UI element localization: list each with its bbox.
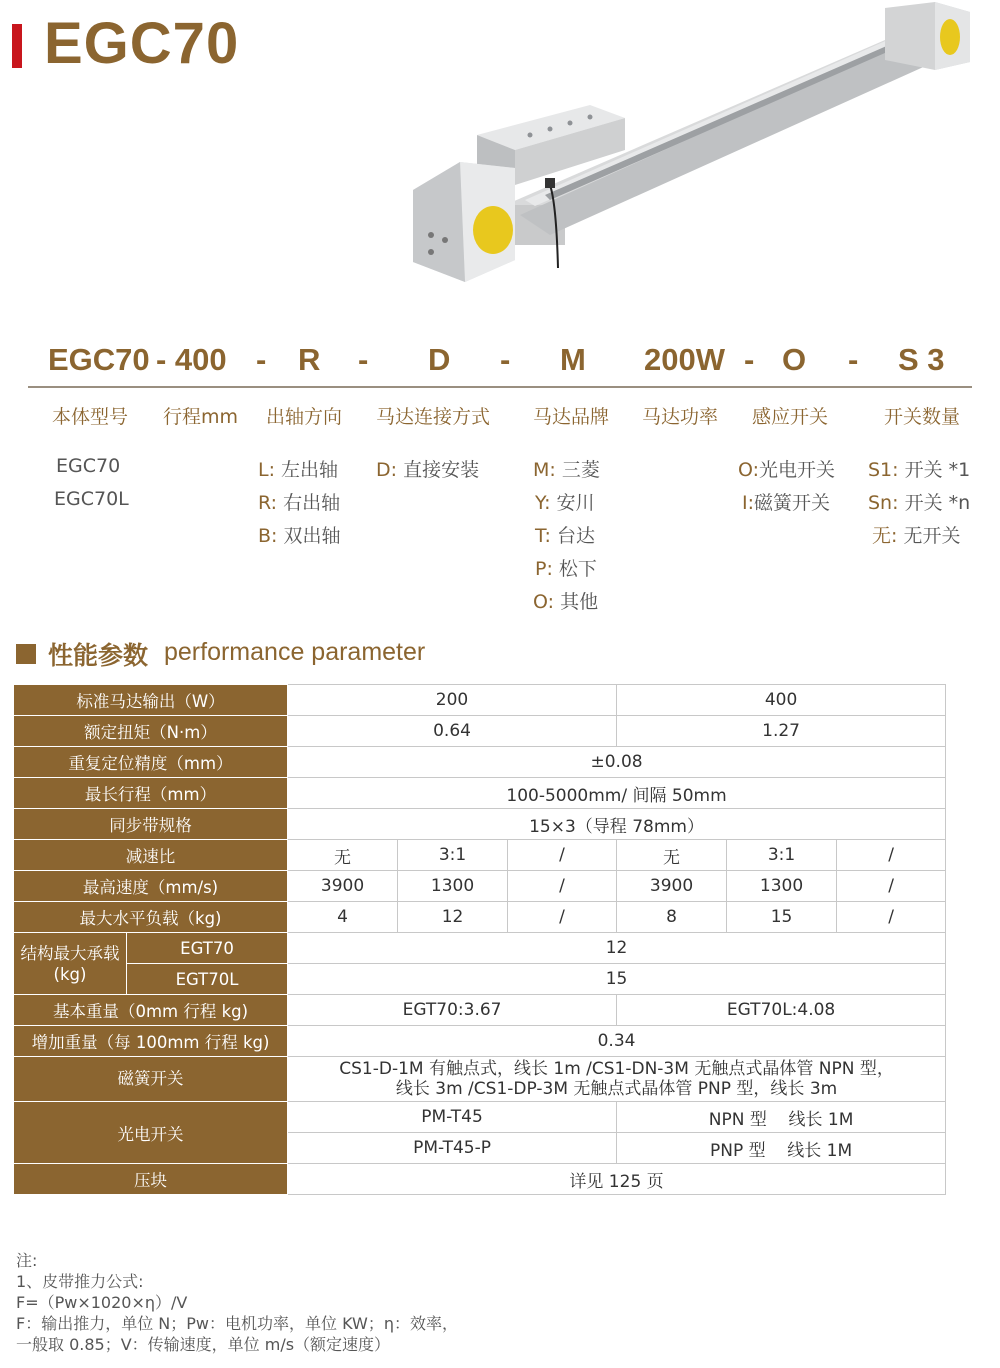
table-cell: 无: [288, 840, 398, 871]
notes: [16, 1250, 458, 1355]
table-row: [14, 716, 946, 747]
row-label: 标准马达输出（W）: [14, 685, 288, 716]
code-sep: -: [358, 342, 369, 377]
model-option: EGC70L: [54, 488, 129, 510]
struct-label-line: (kg): [53, 964, 87, 984]
table-cell: 12: [398, 902, 508, 933]
table-row: [14, 964, 946, 995]
table-cell: 0.64: [288, 716, 617, 747]
table-cell: /: [508, 902, 617, 933]
note-line: F=（Pw×1020×η）/V: [16, 1293, 188, 1312]
header-stroke: 行程mm: [163, 406, 239, 428]
table-cell: 400: [617, 685, 946, 716]
header-shaft: 出轴方向: [266, 406, 343, 428]
sensor-option: I:磁簧开关: [742, 492, 831, 514]
shaft-option: L: 左出轴: [258, 459, 339, 481]
row-label: 最高速度（mm/s): [14, 871, 288, 902]
table-cell: PNP 型 线长 1M: [617, 1133, 946, 1164]
table-row: [14, 809, 946, 840]
code-sep: -: [500, 342, 511, 377]
row-label: 增加重量（每 100mm 行程 kg): [14, 1026, 288, 1057]
row-label: 最长行程（mm）: [14, 778, 288, 809]
table-row: [14, 747, 946, 778]
table-cell: 100-5000mm/ 间隔 50mm: [288, 778, 946, 809]
count-option: S1: 开关 *1: [868, 459, 971, 481]
model-option: EGC70: [56, 455, 121, 477]
table-cell: /: [508, 871, 617, 902]
header-sensor: 感应开关: [752, 406, 829, 428]
code-divider: [28, 386, 972, 388]
note-line: 1、皮带推力公式:: [16, 1272, 144, 1291]
code-connection: D: [428, 342, 451, 377]
count-option: Sn: 开关 *n: [868, 492, 971, 514]
table-row: [14, 1057, 946, 1102]
count-option: 无: 无开关: [872, 525, 961, 547]
table-row: [14, 1026, 946, 1057]
table-cell: 1300: [727, 871, 837, 902]
struct-label-line: 结构最大承载: [20, 943, 120, 963]
table-cell: 3900: [617, 871, 727, 902]
table-cell: PM-T45: [288, 1102, 617, 1133]
table-cell: EGT70L:4.08: [617, 995, 946, 1026]
reed-line: CS1-D-1M 有触点式，线长 1m /CS1-DN-3M 无触点式晶体管 NPN 型，: [339, 1059, 894, 1079]
table-cell: 15×3（导程 78mm）: [288, 809, 946, 840]
code-shaft: R: [298, 342, 321, 377]
table-cell: /: [837, 902, 946, 933]
table-cell: /: [837, 840, 946, 871]
page-title: EGC70: [44, 11, 240, 76]
table-cell: 3900: [288, 871, 398, 902]
note-line: 一般取 0.85；V：传输速度，单位 m/s（额定速度）: [16, 1335, 391, 1354]
table-cell: EGT70:3.67: [288, 995, 617, 1026]
code-stroke: - 400: [156, 342, 227, 377]
header-brand: 马达品牌: [533, 406, 610, 428]
table-row: [14, 1102, 946, 1133]
table-cell: 15: [288, 964, 946, 995]
performance-table: [13, 684, 946, 1195]
table-cell: 8: [617, 902, 727, 933]
code-sensor: O: [782, 342, 807, 377]
header-model: 本体型号: [52, 406, 129, 428]
linear-module-illustration: [405, 0, 985, 300]
section-marker: [16, 644, 36, 664]
connection-option: D: 直接安装: [376, 459, 480, 481]
table-row: [14, 902, 946, 933]
header-connection: 马达连接方式: [376, 406, 491, 428]
table-cell: 200: [288, 685, 617, 716]
brand-option: Y: 安川: [535, 492, 595, 514]
shaft-option: R: 右出轴: [258, 492, 341, 514]
code-sep: -: [744, 342, 755, 377]
table-cell: 1300: [398, 871, 508, 902]
section-title-en: performance parameter: [164, 638, 426, 666]
table-cell: 1.27: [617, 716, 946, 747]
table-cell: /: [837, 871, 946, 902]
note-line: 注:: [16, 1251, 38, 1270]
table-cell: 15: [727, 902, 837, 933]
code-sep: -: [256, 342, 267, 377]
header-power: 马达功率: [642, 406, 719, 428]
model-code-row: [0, 342, 1000, 386]
title-accent-bar: [12, 24, 22, 68]
table-cell: [288, 1057, 946, 1102]
table-row: [14, 685, 946, 716]
code-power: 200W: [644, 342, 725, 377]
row-label: 额定扭矩（N·m）: [14, 716, 288, 747]
code-brand: M: [560, 342, 586, 377]
brand-option: P: 松下: [535, 558, 597, 580]
row-label: 基本重量（0mm 行程 kg): [14, 995, 288, 1026]
table-row: [14, 1164, 946, 1195]
row-label: [14, 933, 127, 995]
table-cell: 3:1: [398, 840, 508, 871]
row-label: 减速比: [14, 840, 288, 871]
row-label: 最大水平负载（kg): [14, 902, 288, 933]
table-cell: 12: [288, 933, 946, 964]
table-cell: 3:1: [727, 840, 837, 871]
table-cell: /: [508, 840, 617, 871]
row-label: 磁簧开关: [14, 1057, 288, 1102]
table-cell: 无: [617, 840, 727, 871]
row-label: 同步带规格: [14, 809, 288, 840]
header-count: 开关数量: [884, 406, 961, 428]
table-cell: PM-T45-P: [288, 1133, 617, 1164]
row-sublabel: EGT70L: [127, 964, 288, 995]
code-model: EGC70: [48, 342, 150, 377]
brand-option: O: 其他: [533, 591, 599, 613]
row-label: 压块: [14, 1164, 288, 1195]
table-row: [14, 778, 946, 809]
sensor-option: O:光电开关: [738, 459, 836, 481]
reed-line: 线长 3m /CS1-DP-3M 无触点式晶体管 PNP 型，线长 3m: [395, 1079, 838, 1099]
table-row: [14, 871, 946, 902]
table-row: [14, 995, 946, 1026]
table-cell: 详见 125 页: [288, 1164, 946, 1195]
brand-option: T: 台达: [535, 525, 595, 547]
table-cell: NPN 型 线长 1M: [617, 1102, 946, 1133]
note-line: F：输出推力，单位 N；Pw：电机功率，单位 KW；η：效率，: [16, 1314, 458, 1333]
code-sep: -: [848, 342, 859, 377]
table-cell: ±0.08: [288, 747, 946, 778]
section-title-cn: 性能参数: [48, 641, 149, 670]
brand-option: M: 三菱: [533, 459, 600, 481]
row-label: 光电开关: [14, 1102, 288, 1164]
row-label: 重复定位精度（mm）: [14, 747, 288, 778]
table-row: [14, 933, 946, 964]
shaft-option: B: 双出轴: [258, 525, 341, 547]
code-count: S 3: [898, 342, 945, 377]
table-cell: 0.34: [288, 1026, 946, 1057]
table-cell: 4: [288, 902, 398, 933]
row-sublabel: EGT70: [127, 933, 288, 964]
table-row: [14, 840, 946, 871]
